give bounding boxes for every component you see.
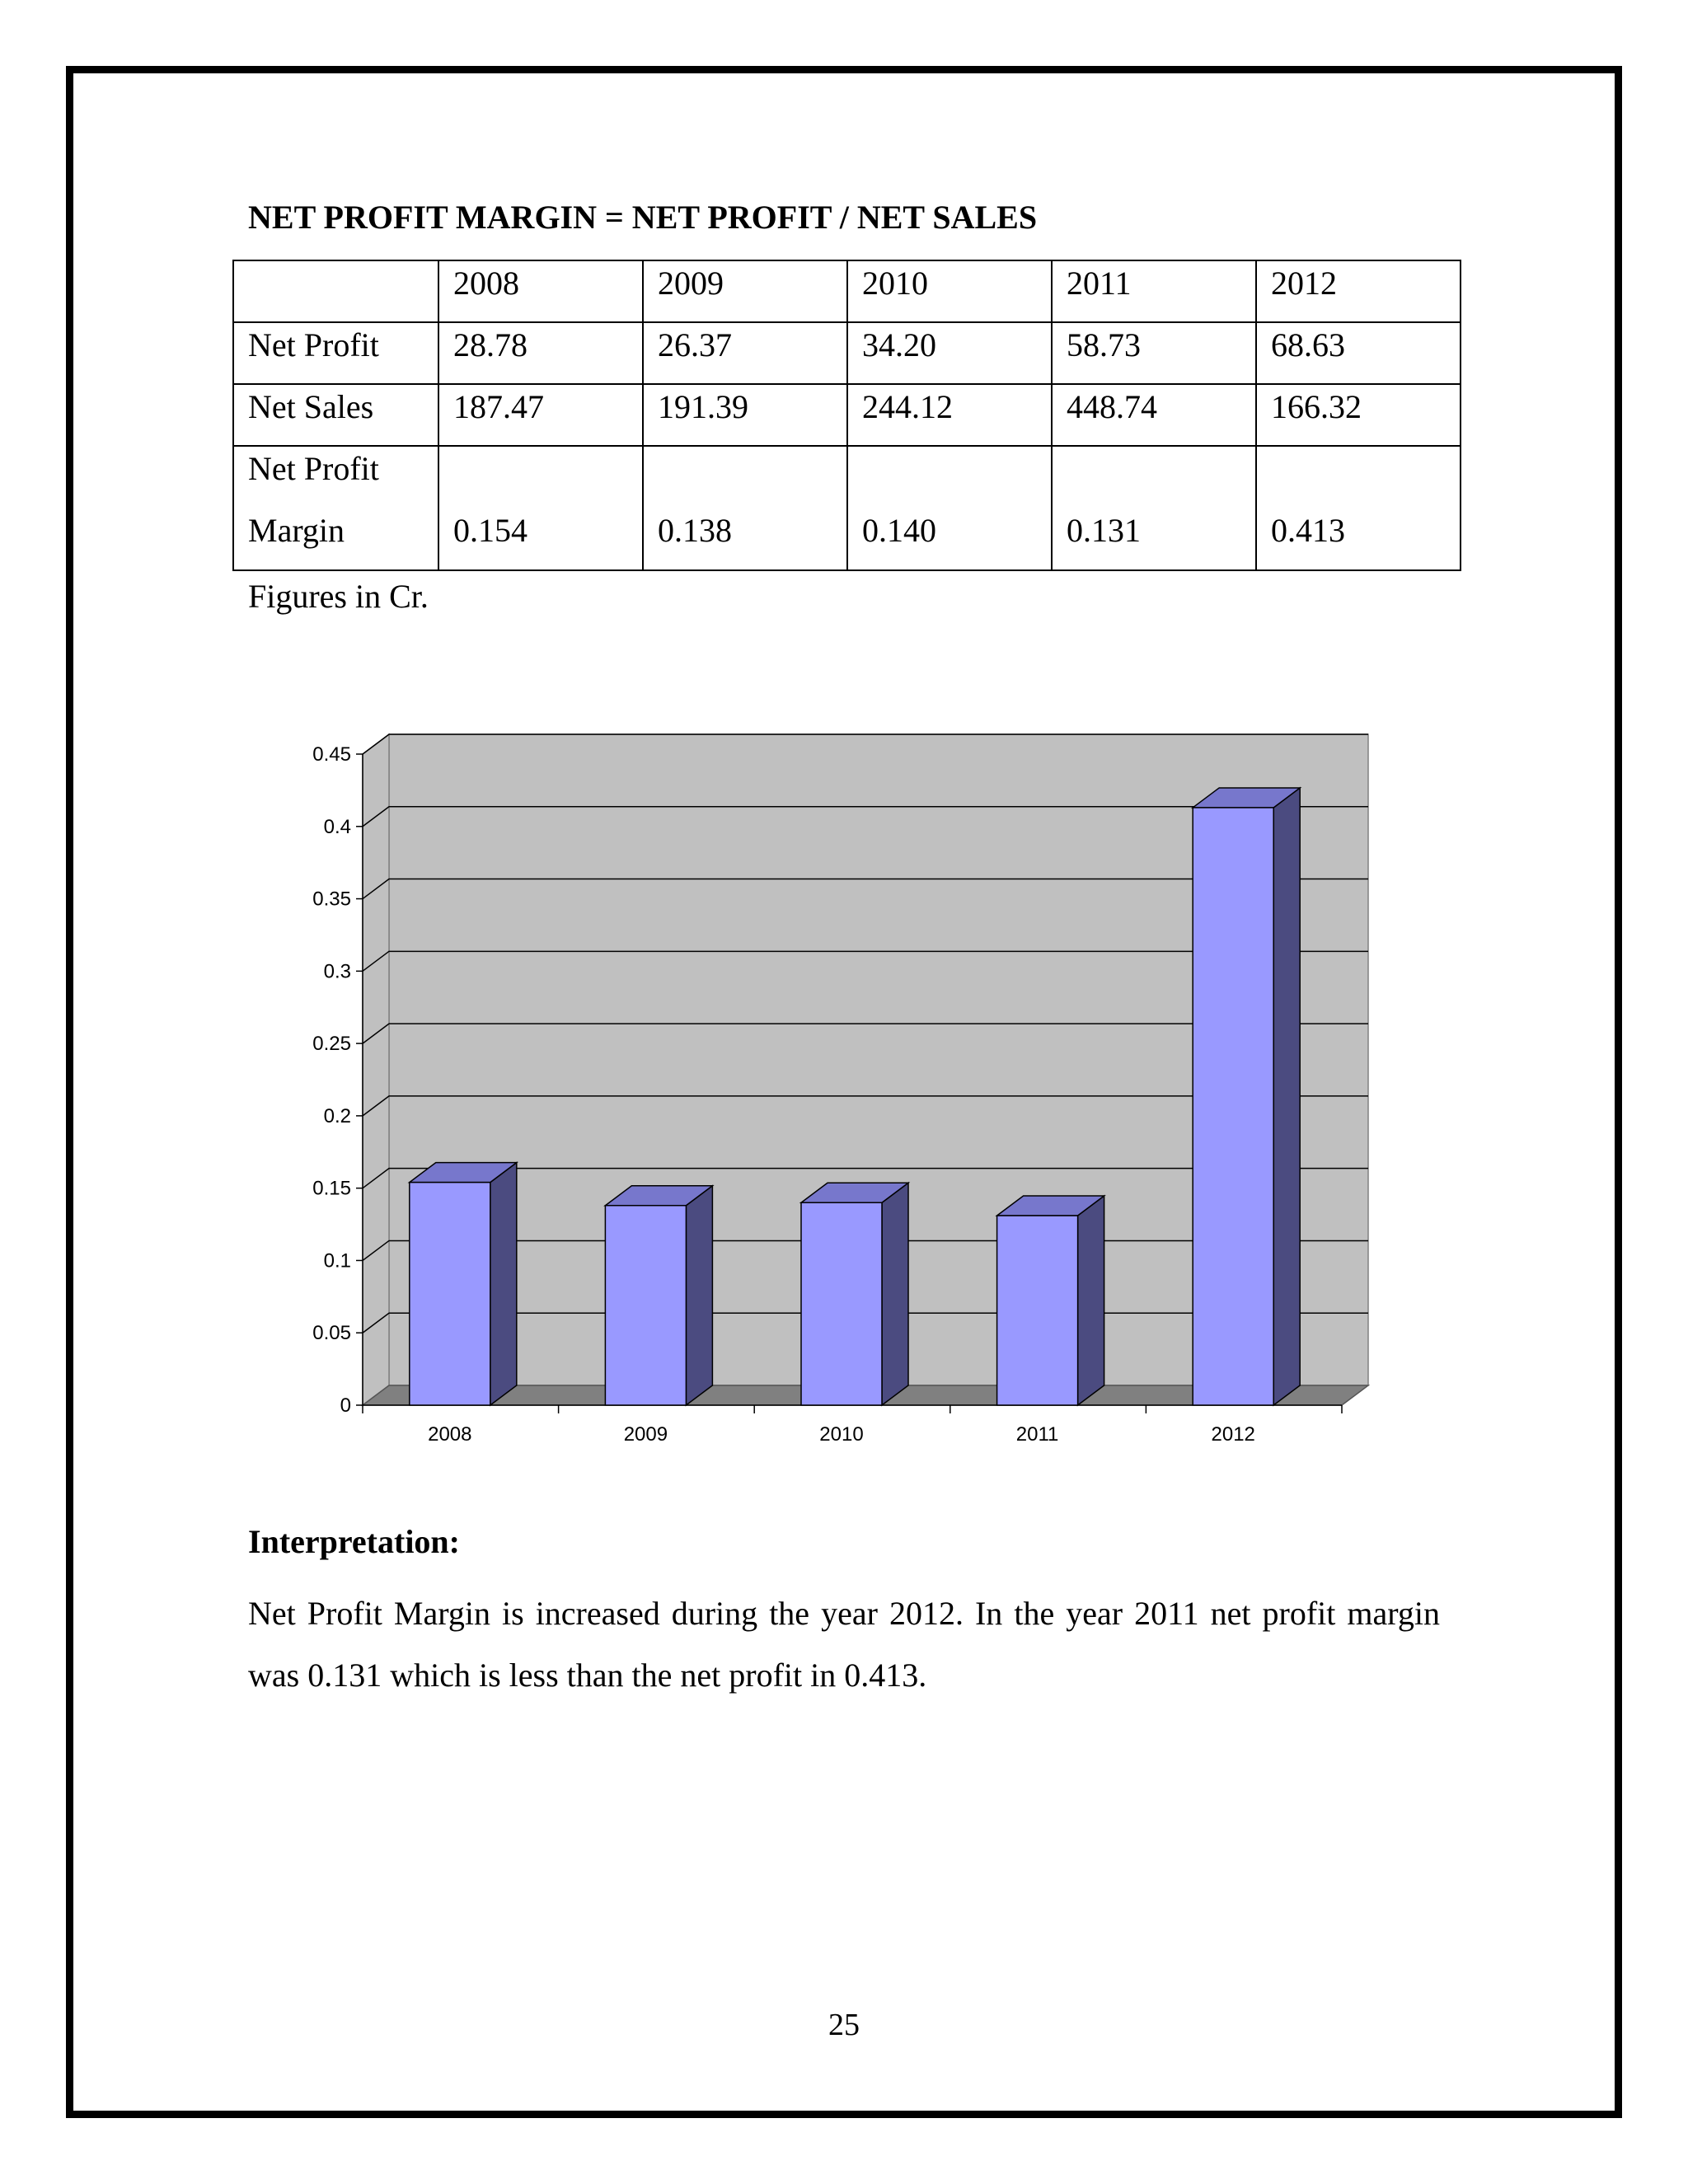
row-label: Net Profit (233, 322, 438, 384)
net-profit-margin-chart (280, 717, 1409, 1475)
bar-side (686, 1186, 712, 1405)
table-cell: 187.47 (438, 384, 643, 446)
margin-value: 0.138 (658, 512, 732, 549)
y-tick-label: 0.1 (323, 1249, 351, 1272)
table-cell: 191.39 (643, 384, 847, 446)
table-cell: 28.78 (438, 322, 643, 384)
y-tick-label: 0.3 (323, 960, 351, 983)
row-label: Net Sales (233, 384, 438, 446)
x-tick-label: 2012 (1211, 1423, 1255, 1446)
y-tick-label: 0 (340, 1394, 351, 1417)
year-header: 2012 (1256, 260, 1461, 322)
table-cell: 68.63 (1256, 322, 1461, 384)
table-cell: 448.74 (1052, 384, 1256, 446)
table-header-row (233, 260, 1461, 322)
margin-value: 0.413 (1271, 512, 1345, 549)
y-tick-label: 0.05 (312, 1322, 351, 1345)
table-cell: 166.32 (1256, 384, 1461, 446)
margin-value: 0.154 (453, 512, 528, 549)
table-cell (1052, 446, 1256, 570)
table-cell (1256, 446, 1461, 570)
bar (1193, 808, 1273, 1405)
table-cell: 58.73 (1052, 322, 1256, 384)
y-tick-label: 0.35 (312, 888, 351, 911)
year-header: 2009 (643, 260, 847, 322)
row-label (233, 446, 438, 570)
figures-note: Figures in Cr. (248, 578, 429, 615)
row-label-line: Margin (248, 512, 345, 549)
table-cell (438, 446, 643, 570)
year-header: 2010 (847, 260, 1052, 322)
bar-side (1273, 788, 1300, 1405)
bar (997, 1216, 1078, 1405)
margin-value: 0.131 (1067, 512, 1141, 549)
table-cell (643, 446, 847, 570)
table-cell (847, 446, 1052, 570)
bar (801, 1202, 882, 1405)
bar (605, 1206, 686, 1405)
bar-side (882, 1183, 908, 1405)
x-tick-label: 2009 (623, 1423, 668, 1446)
bar-side (1078, 1196, 1104, 1405)
table-row (233, 446, 1461, 570)
bar-side (490, 1163, 517, 1405)
table-corner-cell (233, 260, 438, 322)
y-tick-label: 0.2 (323, 1104, 351, 1127)
table-row (233, 322, 1461, 384)
interpretation-text: Net Profit Margin is increased during the year 2012. In the year 2011 net profit margin was 0.131 which is less than the net profit in 0.413. (248, 1595, 1440, 1694)
year-header: 2008 (438, 260, 643, 322)
row-label-line: Net Profit (248, 450, 379, 487)
x-tick-label: 2011 (1015, 1423, 1059, 1446)
table-cell: 34.20 (847, 322, 1052, 384)
y-tick-label: 0.25 (312, 1033, 351, 1056)
table-row (233, 384, 1461, 446)
year-header: 2011 (1052, 260, 1256, 322)
x-tick-label: 2008 (428, 1423, 472, 1446)
table-cell: 244.12 (847, 384, 1052, 446)
bar (410, 1183, 490, 1405)
y-tick-label: 0.45 (312, 743, 351, 766)
margin-value: 0.140 (862, 512, 936, 549)
ratio-table (232, 260, 1461, 571)
y-tick-label: 0.15 (312, 1177, 351, 1200)
page-number: 25 (828, 2008, 860, 2042)
table-cell: 26.37 (643, 322, 847, 384)
interpretation-title: Interpretation: (248, 1523, 460, 1560)
x-tick-label: 2010 (819, 1423, 864, 1446)
formula-heading: NET PROFIT MARGIN = NET PROFIT / NET SALES (248, 199, 1038, 236)
plot-side-wall (363, 734, 389, 1405)
y-tick-label: 0.4 (323, 815, 351, 838)
